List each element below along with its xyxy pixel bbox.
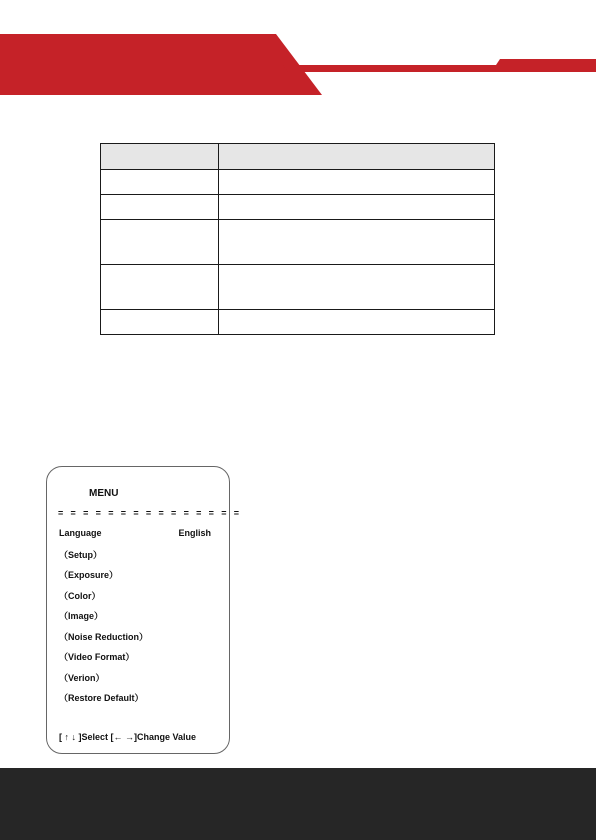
- menu-item-setup: （Setup）: [59, 550, 103, 560]
- table-cell: [101, 195, 219, 220]
- menu-separator: = = = = = = = = = = = = = = =: [58, 508, 242, 518]
- menu-item-restore-default: （Restore Default）: [59, 693, 144, 703]
- osd-menu-panel: [46, 466, 242, 754]
- table-cell: [219, 170, 495, 195]
- table-row: [101, 220, 495, 265]
- header-red-shape: [0, 34, 322, 95]
- table-cell: [101, 170, 219, 195]
- menu-item-video-format: （Video Format）: [59, 652, 135, 662]
- header-red-stripe: [283, 65, 596, 72]
- menu-language-label: Language: [59, 528, 102, 538]
- table-cell: [219, 195, 495, 220]
- table-header-row: [101, 144, 495, 170]
- header-banner: [0, 0, 596, 100]
- table-cell: [219, 265, 495, 310]
- table-cell: [219, 144, 495, 170]
- table-cell: [101, 265, 219, 310]
- spec-table: [100, 143, 495, 335]
- menu-item-noise-reduction: （Noise Reduction）: [59, 632, 149, 642]
- table-row: [101, 310, 495, 335]
- menu-item-version: （Verion）: [59, 673, 105, 683]
- table-cell: [219, 310, 495, 335]
- table-cell: [219, 220, 495, 265]
- footer-bar: [0, 768, 596, 840]
- table-cell: [101, 144, 219, 170]
- header-red-tab: [496, 59, 596, 65]
- table-row: [101, 170, 495, 195]
- menu-title: MENU: [89, 488, 119, 499]
- table-cell: [101, 310, 219, 335]
- table-cell: [101, 220, 219, 265]
- table-row: [101, 195, 495, 220]
- menu-item-image: （Image）: [59, 611, 104, 621]
- menu-item-color: （Color）: [59, 591, 101, 601]
- menu-navigation-hint: [ ↑ ↓ ]Select [← →]Change Value: [59, 732, 197, 742]
- menu-item-exposure: （Exposure）: [59, 570, 119, 580]
- table-row: [101, 265, 495, 310]
- menu-language-value: English: [178, 528, 211, 538]
